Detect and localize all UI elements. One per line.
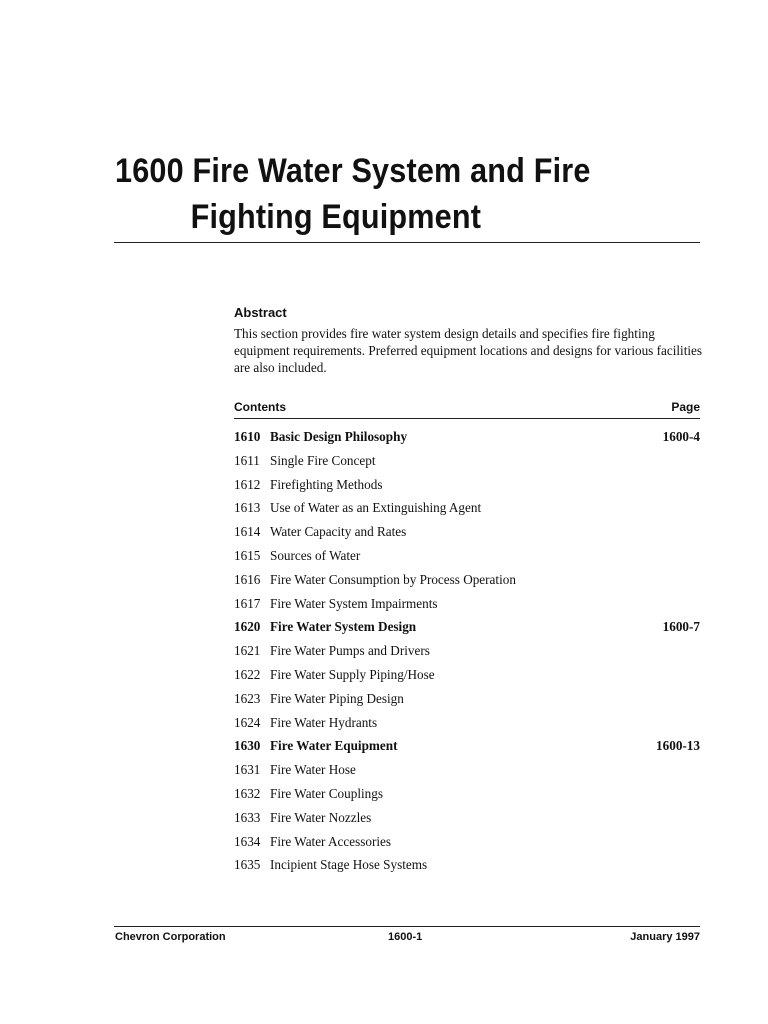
abstract-heading: Abstract (234, 305, 287, 320)
document-title (115, 148, 646, 240)
toc-entry-title: Basic Design Philosophy (270, 429, 408, 444)
toc-entry-title: Fire Water System Design (270, 619, 417, 635)
toc-entry-title: Fire Water Nozzles (270, 809, 372, 825)
toc-entry-title: Fire Water Hose (270, 762, 356, 778)
toc-entry-number: 1622 (234, 666, 261, 682)
toc-entry-number: 1632 (234, 785, 261, 801)
footer-date: January 1997 (630, 931, 700, 943)
toc-entry-number: 1615 (234, 547, 261, 563)
toc-entry[interactable] (234, 427, 700, 451)
title-line-1: 1600 Fire Water System and Fire (115, 152, 591, 190)
toc-entry[interactable] (234, 498, 700, 522)
toc-entry-page: 1600-7 (662, 619, 700, 635)
abstract-text: This section provides fire water system design details and specifies fire fighting equipment requirements. Preferred equipment locations and designs for various facilities are also included. (234, 326, 703, 375)
toc-entry-number: 1635 (234, 857, 261, 873)
toc-entry[interactable] (234, 546, 700, 570)
toc-entry[interactable] (234, 736, 700, 760)
toc-entry-page: 1600-13 (656, 738, 700, 754)
toc-entry-number: 1613 (234, 500, 261, 516)
toc-entry[interactable] (234, 808, 700, 832)
contents-divider (234, 418, 700, 419)
title-divider (114, 242, 700, 243)
toc-entry-number: 1617 (234, 595, 261, 611)
toc-entry-title: Fire Water Supply Piping/Hose (270, 666, 435, 682)
toc-entry-number: 1621 (234, 643, 261, 659)
toc-entry-title: Incipient Stage Hose Systems (270, 857, 428, 873)
toc-entry[interactable] (234, 570, 700, 594)
toc-entry-title: Fire Water Hydrants (270, 714, 378, 730)
toc-entry-number: 1630 (234, 738, 261, 754)
toc-entry[interactable] (234, 641, 700, 665)
page-column-heading: Page (671, 400, 700, 414)
toc-entry-number: 1634 (234, 833, 261, 849)
toc-entry-number: 1612 (234, 476, 261, 492)
toc-entry-number: 1614 (234, 524, 261, 540)
toc-entry-title: Sources of Water (270, 547, 361, 563)
toc-entry-page: 1600-4 (662, 429, 700, 444)
toc-entry-number: 1633 (234, 809, 261, 825)
toc-entry-title: Use of Water as an Extinguishing Agent (270, 500, 482, 516)
toc-entry-title: Fire Water Couplings (270, 785, 383, 801)
toc-entry-number: 1616 (234, 571, 261, 587)
toc-entry[interactable] (234, 522, 700, 546)
toc-entry-title: Water Capacity and Rates (270, 524, 407, 540)
toc-entry[interactable] (234, 665, 700, 689)
toc-entry-number: 1624 (234, 714, 261, 730)
toc-entry-title: Fire Water Equipment (270, 738, 398, 754)
toc-entry-title: Firefighting Methods (270, 476, 383, 492)
toc-entry[interactable] (234, 617, 700, 641)
footer-company: Chevron Corporation (115, 931, 226, 943)
toc-entry-number: 1631 (234, 762, 261, 778)
table-of-contents (234, 427, 700, 879)
toc-entry-number: 1623 (234, 690, 261, 706)
footer-page-number: 1600-1 (388, 931, 423, 943)
toc-entry[interactable] (234, 713, 700, 737)
toc-entry[interactable] (234, 594, 700, 618)
toc-entry[interactable] (234, 832, 700, 856)
toc-entry-number: 1610 (234, 429, 261, 444)
toc-entry[interactable] (234, 689, 700, 713)
toc-entry-title: Fire Water Pumps and Drivers (270, 643, 430, 659)
toc-entry[interactable] (234, 784, 700, 808)
toc-entry[interactable] (234, 855, 700, 879)
toc-entry-number: 1611 (234, 452, 260, 468)
toc-entry[interactable] (234, 760, 700, 784)
contents-heading: Contents (234, 400, 286, 414)
toc-entry-title: Fire Water System Impairments (270, 595, 438, 611)
footer-divider (114, 926, 700, 927)
toc-entry-number: 1620 (234, 619, 261, 635)
title-line-2: Fighting Equipment (190, 198, 482, 236)
toc-entry-title: Fire Water Consumption by Process Operation (270, 571, 516, 587)
toc-entry-title: Single Fire Concept (270, 452, 376, 468)
toc-entry-title: Fire Water Accessories (270, 833, 392, 849)
toc-entry[interactable] (234, 475, 700, 499)
toc-entry[interactable] (234, 451, 700, 475)
toc-entry-title: Fire Water Piping Design (270, 690, 404, 706)
